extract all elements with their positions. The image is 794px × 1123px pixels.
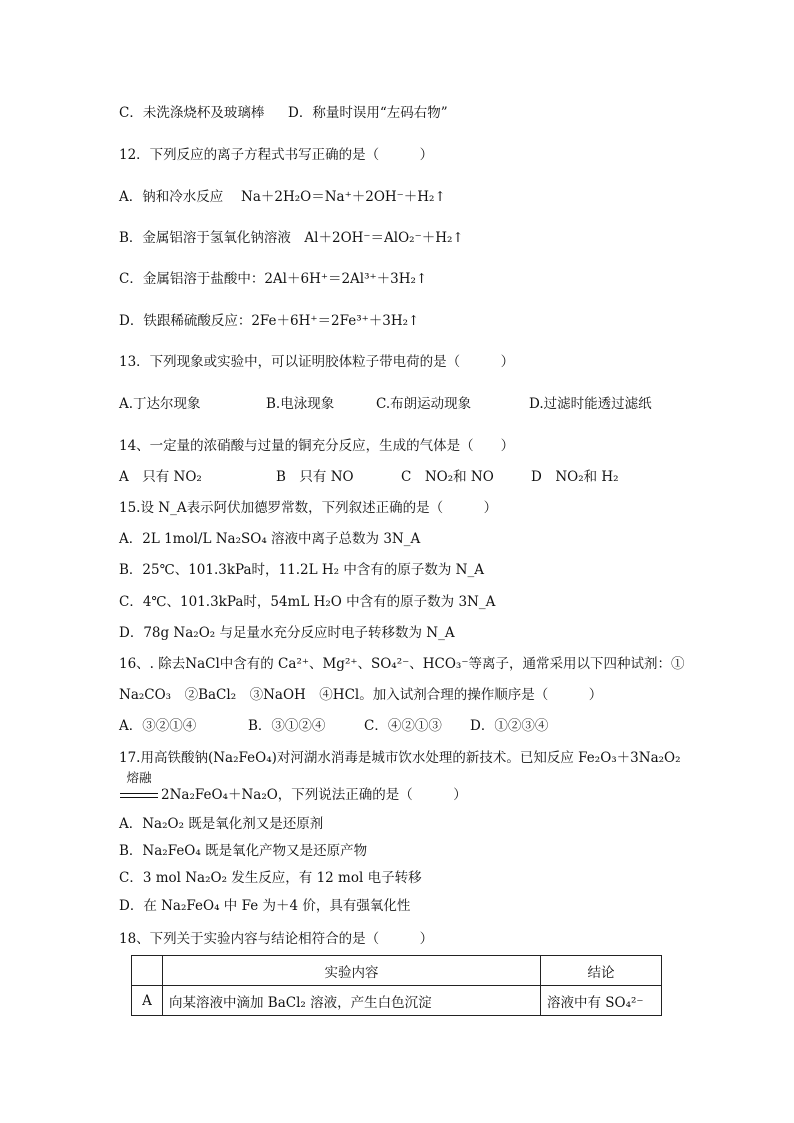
q15-option-c: C．4℃、101.3kPa时，54mL H₂O 中含有的原子数为 3N_A <box>119 594 496 610</box>
q15-option-d: D．78g Na₂O₂ 与足量水充分反应时电子转移数为 N_A <box>119 625 455 641</box>
row-conclusion-cell: 溶液中有 SO₄²⁻ <box>541 986 662 1016</box>
q17-stem-line2: 2Na₂FeO₄＋Na₂O，下列说法正确的是（ ） <box>161 787 467 803</box>
header-cell-conclusion: 结论 <box>541 956 662 986</box>
equals-sign-bottom <box>120 797 158 798</box>
q12-option-d: D．铁跟稀硫酸反应：2Fe＋6H⁺＝2Fe³⁺＋3H₂↑ <box>119 313 420 329</box>
q12-stem: 12．下列反应的离子方程式书写正确的是（ ） <box>119 147 434 163</box>
q13-option-c: C.布朗运动现象 <box>376 396 472 412</box>
q15-option-b: B．25℃、101.3kPa时，11.2L H₂ 中含有的原子数为 N_A <box>119 562 484 578</box>
q11-option-d: D．称量时误用“左码右物” <box>288 105 448 121</box>
q16-option-c: C．④②①③ <box>364 718 442 734</box>
q17-option-d: D．在 Na₂FeO₄ 中 Fe 为＋4 价，具有强氧化性 <box>119 898 411 914</box>
q11-option-c: C．未洗涤烧杯及玻璃棒 <box>119 105 265 121</box>
q16-stem-line1: 16、. 除去NaCl中含有的 Ca²⁺、Mg²⁺、SO₄²⁻、HCO₃⁻等离子，通常采用以下四种试剂：① <box>119 656 685 672</box>
q14-option-c: C NO₂和 NO <box>401 469 494 485</box>
q12-option-b: B．金属铝溶于氢氧化钠溶液 Al＋2OH⁻＝AlO₂⁻＋H₂↑ <box>119 230 464 246</box>
q13-option-d: D.过滤时能透过滤纸 <box>529 396 652 412</box>
q13-option-b: B.电泳现象 <box>266 396 335 412</box>
row-label-cell: A <box>132 986 163 1016</box>
row-content-cell: 向某溶液中滴加 BaCl₂ 溶液，产生白色沉淀 <box>163 986 541 1016</box>
header-cell-label <box>132 956 163 986</box>
q18-stem: 18、下列关于实验内容与结论相符合的是（ ） <box>119 931 434 947</box>
q15-stem: 15.设 N_A表示阿伏加德罗常数，下列叙述正确的是（ ） <box>119 500 498 516</box>
q16-option-b: B．③①②④ <box>248 718 326 734</box>
q14-stem: 14、一定量的浓硝酸与过量的铜充分反应，生成的气体是（ ） <box>119 438 515 454</box>
q17-option-a: A．Na₂O₂ 既是氧化剂又是还原剂 <box>119 816 324 832</box>
reaction-condition-label: 熔融 <box>126 770 152 785</box>
q17-option-b: B．Na₂FeO₄ 既是氧化产物又是还原产物 <box>119 843 368 859</box>
q12-option-a: A．钠和冷水反应 Na＋2H₂O＝Na⁺＋2OH⁻＋H₂↑ <box>119 189 446 205</box>
q15-option-a: A．2L 1mol/L Na₂SO₄ 溶液中离子总数为 3N_A <box>119 531 421 547</box>
q16-option-d: D．①②③④ <box>470 718 549 734</box>
q12-option-c: C．金属铝溶于盐酸中：2Al＋6H⁺＝2Al³⁺＋3H₂↑ <box>119 271 428 287</box>
header-cell-content: 实验内容 <box>163 956 541 986</box>
q14-option-d: D NO₂和 H₂ <box>531 469 619 485</box>
equals-sign-top <box>120 793 158 794</box>
experiment-table <box>131 955 662 1016</box>
q16-option-a: A．③②①④ <box>119 718 197 734</box>
table-header-row <box>132 956 662 986</box>
q13-option-a: A.丁达尔现象 <box>119 396 201 412</box>
q17-option-c: C．3 mol Na₂O₂ 发生反应，有 12 mol 电子转移 <box>119 870 422 886</box>
q17-stem-line1: 17.用高铁酸钠(Na₂FeO₄)对河湖水消毒是城市饮水处理的新技术。已知反应 Fe₂O₃＋3Na₂O₂ <box>119 750 681 766</box>
q13-stem: 13．下列现象或实验中，可以证明胶体粒子带电荷的是（ ） <box>119 354 515 370</box>
table-row <box>132 986 662 1016</box>
q14-option-b: B 只有 NO <box>276 469 354 485</box>
q14-option-a: A 只有 NO₂ <box>119 469 202 485</box>
q16-stem-line2: Na₂CO₃ ②BaCl₂ ③NaOH ④HCl。加入试剂合理的操作顺序是（ ） <box>119 687 603 703</box>
